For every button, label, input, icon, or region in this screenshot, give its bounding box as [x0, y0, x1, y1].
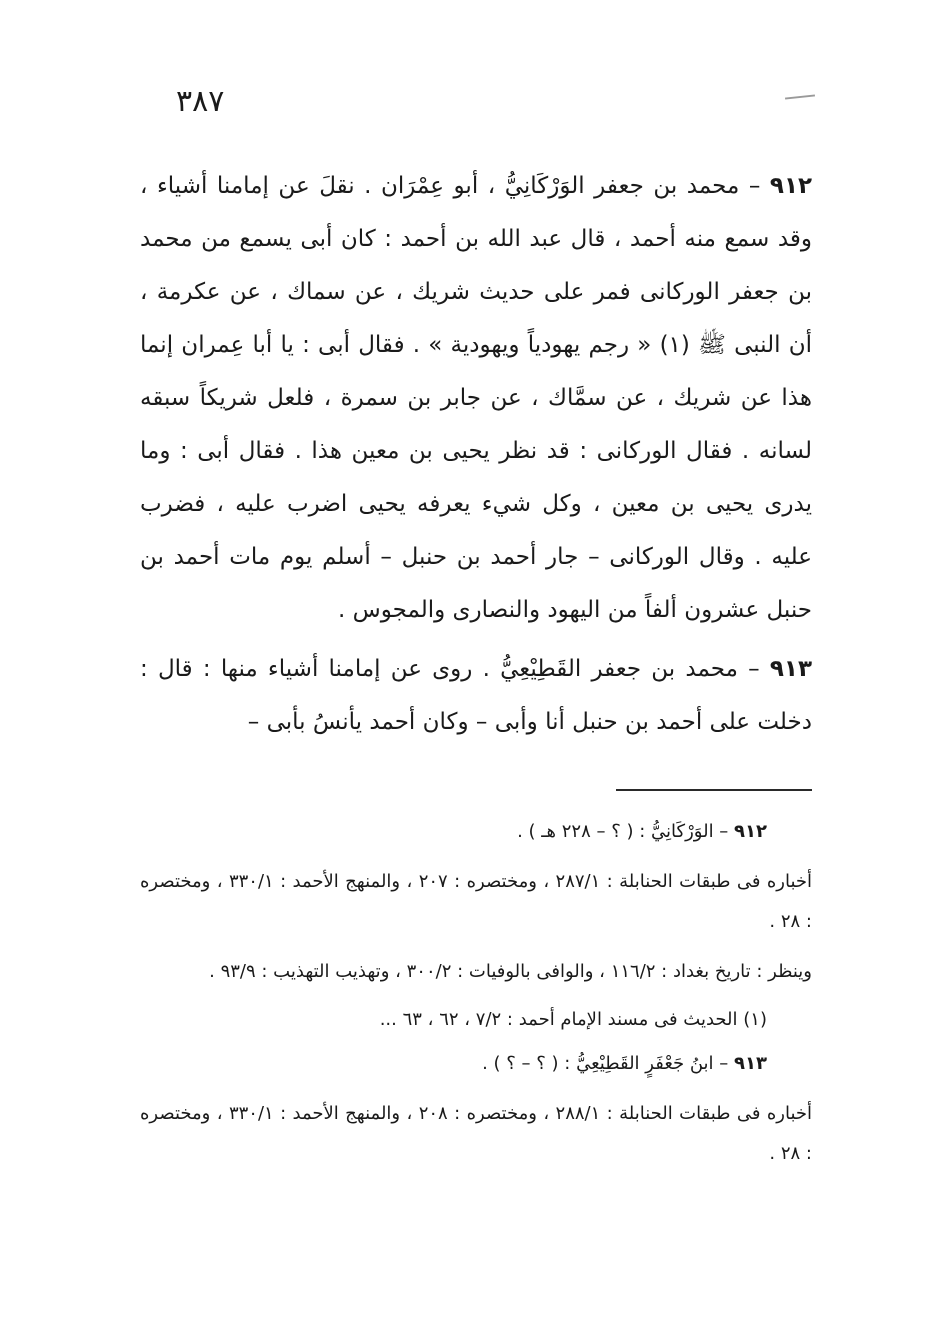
entry-number: ٩١٢	[769, 173, 813, 199]
entry-text: محمد بن جعفر الوَرْكَانِيُّ ، أبو عِمْرَان . نقلَ عن إمامنا أشياء ، وقد سمع منه أحمد ، قال عبد الله بن أحمد : كان أبى يسمع من محمد بن جعفر الوركانى فمر على حديث شريك ، عن سماك ، عن عكرمة ، أن النبى ﷺ (١) « رجم يهودياً ويهودية » . فقال أبى : يا أبا عِمران إنما هذا عن شريك ، عن سمَّاك ، عن جابر بن سمرة ، فلعل شريكاً سبقه لسانه . فقال الوركانى : قد نظر يحيى بن معين هذا . فقال أبى : وما يدرى يحيى بن معين ، وكل شيء يعرفه يحيى اضرب عليه ، فضرب عليه . وقال الوركانى – جار أحمد بن حنبل – أسلم يوم مات أحمد بن حنبل عشرون ألفاً من اليهود والنصارى والمجوس .	[140, 173, 812, 623]
footnote-heading-text: – الوَرْكَانِيُّ : ( ؟ – ٢٢٨ هـ ) .	[517, 821, 729, 842]
footnotes	[140, 812, 812, 1174]
entry-text: محمد بن جعفر القَطِيْعِيُّ . روى عن إمامنا أشياء منها : قال : دخلت على أحمد بن حنبل أنا وأبى – وكان أحمد يأنسُ بأبى –	[140, 656, 812, 735]
page-number: ٣٨٧	[176, 84, 225, 119]
entry-dash: –	[748, 173, 761, 199]
entry-number: ٩١٣	[769, 656, 813, 682]
footnote-separator	[616, 789, 812, 791]
footnote-912-heading	[140, 812, 812, 852]
footnote-913-heading	[140, 1044, 812, 1084]
entry-912	[140, 160, 812, 637]
footnote-912-references: وينظر : تاريخ بغداد : ١١٦/٢ ، والوافى بالوفيات : ٣٠٠/٢ ، وتهذيب التهذيب : ٩٣/٩ .	[209, 961, 812, 982]
corner-mark	[785, 94, 815, 99]
footnote-number: ٩١٣	[734, 1053, 767, 1074]
entry-913	[140, 643, 812, 749]
entry-dash: –	[748, 656, 760, 682]
main-text	[140, 160, 812, 749]
footnote-number: ٩١٢	[734, 821, 767, 842]
footnote-912-sources: أخباره فى طبقات الحنابلة : ٢٨٧/١ ، ومختصره : ٢٠٧ ، والمنهج الأحمد : ٣٣٠/١ ، ومختصره : ٢٨ .	[140, 871, 813, 932]
footnote-913-sources: أخباره فى طبقات الحنابلة : ٢٨٨/١ ، ومختصره : ٢٠٨ ، والمنهج الأحمد : ٣٣٠/١ ، ومختصره : ٢٨ .	[140, 1103, 813, 1164]
footnote-1: (١) الحديث فى مسند الإمام أحمد : ٧/٢ ، ٦٢ ، ٦٣ ...	[379, 1009, 767, 1030]
footnote-heading-text: – ابنُ جَعْفَرٍ القَطِيْعِيُّ : ( ؟ – ؟ ) .	[482, 1053, 729, 1074]
